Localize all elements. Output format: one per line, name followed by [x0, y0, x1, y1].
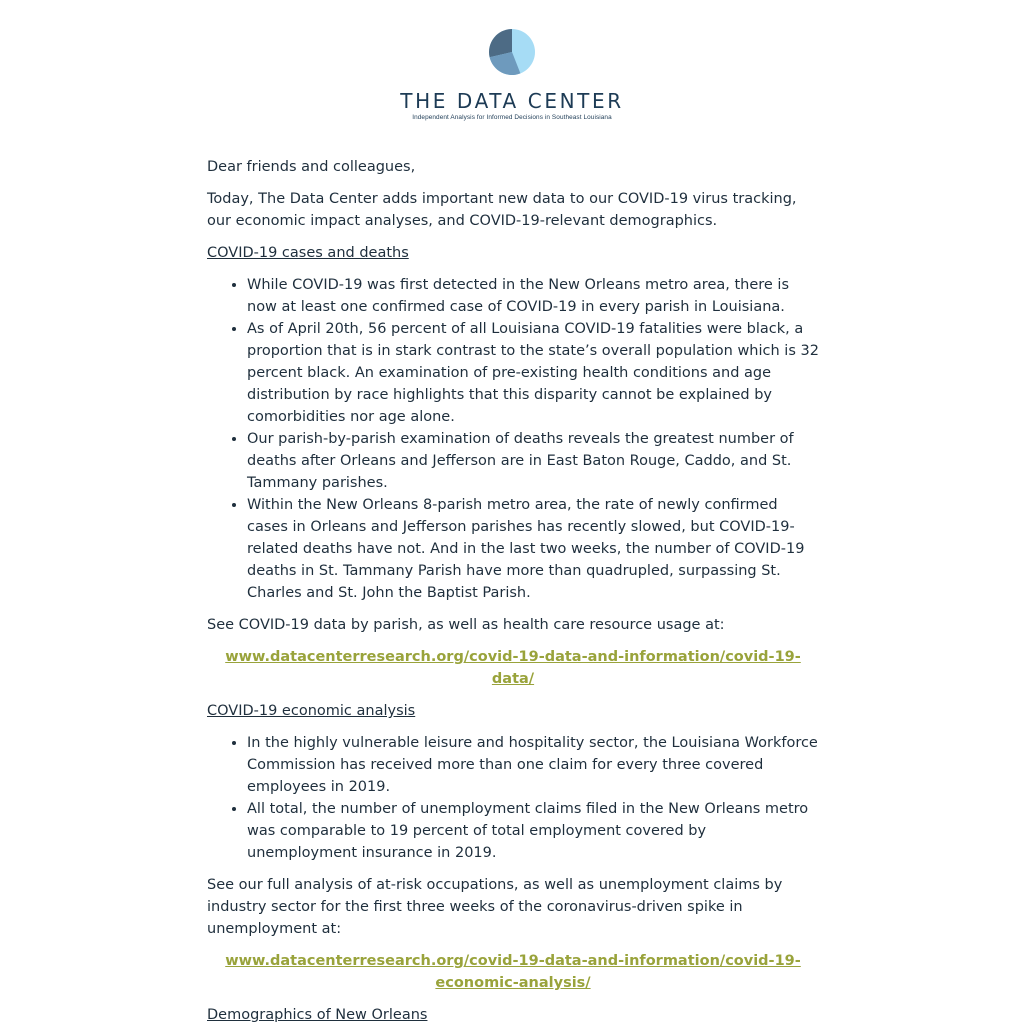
economic-analysis-link[interactable]: www.datacenterresearch.org/covid-19-data-and-information/covid-19-economic-analysis/	[225, 953, 801, 991]
section-heading-text: COVID-19 cases and deaths	[207, 245, 409, 261]
letter-body	[207, 156, 819, 1024]
logo-tagline: Independent Analysis for Informed Decisions in Southeast Louisiana	[412, 114, 612, 121]
see-analysis-text: See our full analysis of at-risk occupations, as well as unemployment claims by industry sector for the first three weeks of the coronavirus-driven spike in unemployment at:	[207, 877, 783, 937]
link-paragraph	[207, 950, 819, 994]
header	[0, 28, 1024, 121]
section-heading-cases	[207, 242, 819, 264]
list-item: • As of April 20th, 56 percent of all Louisiana COVID-19 fatalities were black, a proportion that is in stark contrast to the state’s overall population which is 32 percent black. An examination of pre-existing health conditions and age distribution by race highlights that this disparity cannot be explained by comorbidities nor age alone.	[247, 318, 819, 428]
list-item: • Within the New Orleans 8-parish metro area, the rate of newly confirmed cases in Orleans and Jefferson parishes has recently slowed, but COVID-19-related deaths have not. And in the last two weeks, the number of COVID-19 deaths in St. Tammany Parish have more than quadrupled, surpassing St. Charles and St. John the Baptist Parish.	[247, 494, 819, 604]
section-heading-demographics	[207, 1004, 819, 1024]
see-data-text: See COVID-19 data by parish, as well as health care resource usage at:	[207, 617, 725, 633]
list-item: • While COVID-19 was first detected in the New Orleans metro area, there is now at least one confirmed case of COVID-19 in every parish in Louisiana.	[247, 274, 819, 318]
section-heading-text: COVID-19 economic analysis	[207, 703, 416, 719]
link-paragraph	[207, 646, 819, 690]
bullet-list-economic	[207, 732, 819, 864]
intro-paragraph: Today, The Data Center adds important new data to our COVID-19 virus tracking, our economic impact analyses, and COVID-19-relevant demographics.	[207, 191, 797, 229]
list-item: • In the highly vulnerable leisure and hospitality sector, the Louisiana Workforce Commission has received more than one claim for every three covered employees in 2019.	[247, 732, 819, 798]
list-item: • Our parish-by-parish examination of deaths reveals the greatest number of deaths after Orleans and Jefferson are in East Baton Rouge, Caddo, and St. Tammany parishes.	[247, 428, 819, 494]
section-heading-economic	[207, 700, 819, 722]
logo-title: THE DATA CENTER	[400, 89, 624, 113]
greeting: Dear friends and colleagues,	[207, 159, 416, 175]
pie-chart-logo-icon	[488, 28, 536, 76]
section-heading-text: Demographics of New Orleans	[207, 1007, 428, 1023]
list-item: • All total, the number of unemployment claims filed in the New Orleans metro was comparable to 19 percent of total employment covered by unemployment insurance in 2019.	[247, 798, 819, 864]
bullet-list-cases	[207, 274, 819, 604]
covid-data-link[interactable]: www.datacenterresearch.org/covid-19-data-and-information/covid-19-data/	[225, 649, 801, 687]
